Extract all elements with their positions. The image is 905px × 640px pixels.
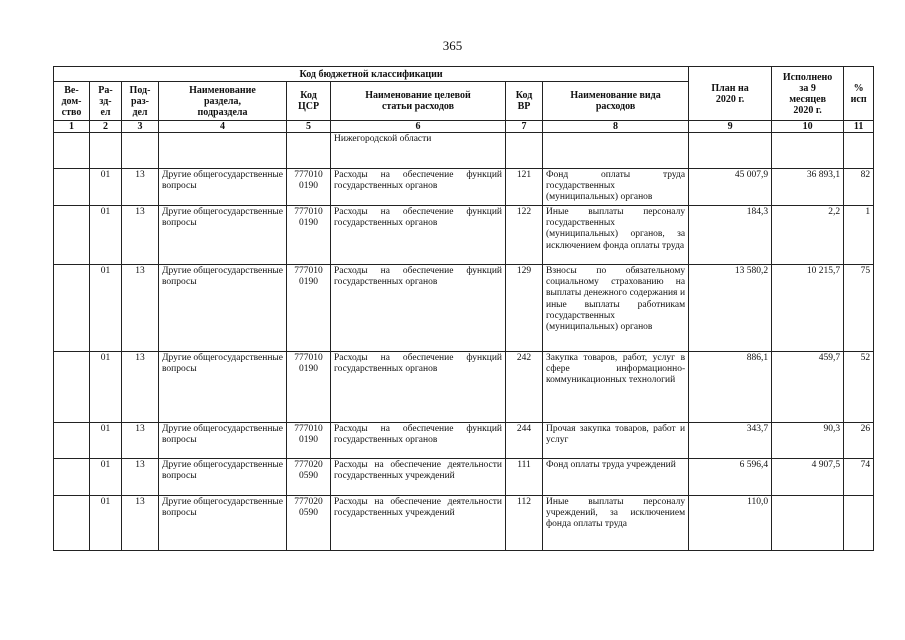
cell-executed: 4 907,5 bbox=[772, 459, 844, 496]
cell-csr: 777020 0590 bbox=[287, 459, 331, 496]
header-vr: Код ВР bbox=[506, 82, 543, 121]
cell-vr: 111 bbox=[506, 459, 543, 496]
column-number: 10 bbox=[772, 121, 844, 133]
column-number: 5 bbox=[287, 121, 331, 133]
cell-razdel: 01 bbox=[90, 169, 122, 206]
cell-vr: 242 bbox=[506, 352, 543, 423]
cell-razdel-name: Другие общегосударственные вопросы bbox=[159, 265, 287, 352]
cell-csr-name: Расходы на обеспечение деятельности государственных учреждений bbox=[331, 459, 506, 496]
header-razdel-name: Наименование раздела, подраздела bbox=[159, 82, 287, 121]
cell-vedomstvo bbox=[54, 169, 90, 206]
cell-csr-name: Расходы на обеспечение функций государственных органов bbox=[331, 265, 506, 352]
header-csr: Код ЦСР bbox=[287, 82, 331, 121]
cell-csr-name: Расходы на обеспечение функций государственных органов bbox=[331, 423, 506, 459]
cell-executed bbox=[772, 496, 844, 551]
cell-vr: 122 bbox=[506, 206, 543, 265]
cell-podrazdel: 13 bbox=[122, 169, 159, 206]
cell-vr-name: Закупка товаров, работ, услуг в сфере информационно-коммуникационных технологий bbox=[543, 352, 689, 423]
cell-executed: 459,7 bbox=[772, 352, 844, 423]
cell-razdel-name bbox=[159, 133, 287, 169]
cell-percent bbox=[844, 496, 874, 551]
cell-csr: 777010 0190 bbox=[287, 206, 331, 265]
column-number: 11 bbox=[844, 121, 874, 133]
cell-razdel-name: Другие общегосударственные вопросы bbox=[159, 352, 287, 423]
cell-podrazdel: 13 bbox=[122, 265, 159, 352]
cell-vr bbox=[506, 133, 543, 169]
column-number: 8 bbox=[543, 121, 689, 133]
header-vedomstvo: Ве- дом- ство bbox=[54, 82, 90, 121]
cell-vr-name: Иные выплаты персоналу государственных (муниципальных) органов, за исключением фонда оплаты труда bbox=[543, 206, 689, 265]
cell-plan: 45 007,9 bbox=[689, 169, 772, 206]
header-executed bbox=[772, 67, 844, 121]
cell-percent bbox=[844, 133, 874, 169]
cell-vedomstvo bbox=[54, 352, 90, 423]
cell-plan: 184,3 bbox=[689, 206, 772, 265]
table-row bbox=[54, 496, 874, 551]
header-csr-name: Наименование целевой статьи расходов bbox=[331, 82, 506, 121]
cell-executed: 2,2 bbox=[772, 206, 844, 265]
cell-razdel: 01 bbox=[90, 352, 122, 423]
table-row bbox=[54, 459, 874, 496]
cell-vedomstvo bbox=[54, 423, 90, 459]
header-percent-text: % исп bbox=[850, 82, 867, 105]
cell-executed: 10 215,7 bbox=[772, 265, 844, 352]
header-razdel: Ра- зд- ел bbox=[90, 82, 122, 121]
header-percent bbox=[844, 67, 874, 121]
cell-razdel-name: Другие общегосударственные вопросы bbox=[159, 496, 287, 551]
cell-podrazdel: 13 bbox=[122, 352, 159, 423]
cell-podrazdel bbox=[122, 133, 159, 169]
cell-vr-name: Иные выплаты персоналу учреждений, за исключением фонда оплаты труда bbox=[543, 496, 689, 551]
cell-razdel: 01 bbox=[90, 496, 122, 551]
column-number: 1 bbox=[54, 121, 90, 133]
cell-csr-name: Расходы на обеспечение функций государственных органов bbox=[331, 206, 506, 265]
cell-plan: 13 580,2 bbox=[689, 265, 772, 352]
cell-vedomstvo bbox=[54, 459, 90, 496]
column-number: 2 bbox=[90, 121, 122, 133]
cell-csr-name: Расходы на обеспечение функций государственных органов bbox=[331, 169, 506, 206]
cell-csr: 777020 0590 bbox=[287, 496, 331, 551]
cell-executed bbox=[772, 133, 844, 169]
cell-plan: 6 596,4 bbox=[689, 459, 772, 496]
header-plan-text: План на 2020 г. bbox=[711, 82, 749, 105]
cell-vr: 244 bbox=[506, 423, 543, 459]
column-number: 4 bbox=[159, 121, 287, 133]
table-row bbox=[54, 133, 874, 169]
page-number: 365 bbox=[442, 38, 463, 53]
cell-csr: 777010 0190 bbox=[287, 169, 331, 206]
cell-percent: 75 bbox=[844, 265, 874, 352]
cell-csr: 777010 0190 bbox=[287, 265, 331, 352]
cell-csr-name: Расходы на обеспечение деятельности государственных учреждений bbox=[331, 496, 506, 551]
budget-table bbox=[53, 66, 874, 551]
cell-csr: 777010 0190 bbox=[287, 423, 331, 459]
table-row bbox=[54, 423, 874, 459]
table-body bbox=[54, 133, 874, 551]
cell-razdel bbox=[90, 133, 122, 169]
cell-plan: 886,1 bbox=[689, 352, 772, 423]
cell-plan bbox=[689, 133, 772, 169]
cell-razdel: 01 bbox=[90, 459, 122, 496]
table-row bbox=[54, 206, 874, 265]
cell-csr: 777010 0190 bbox=[287, 352, 331, 423]
cell-percent: 52 bbox=[844, 352, 874, 423]
cell-vedomstvo bbox=[54, 206, 90, 265]
table-row bbox=[54, 265, 874, 352]
cell-podrazdel: 13 bbox=[122, 496, 159, 551]
header-executed-text: Исполнено за 9 месяцев 2020 г. bbox=[782, 71, 833, 116]
cell-csr-name: Нижегородской области bbox=[331, 133, 506, 169]
cell-podrazdel: 13 bbox=[122, 423, 159, 459]
cell-percent: 82 bbox=[844, 169, 874, 206]
cell-csr-name: Расходы на обеспечение функций государственных органов bbox=[331, 352, 506, 423]
header-vr-name: Наименование вида расходов bbox=[543, 82, 689, 121]
cell-vr: 112 bbox=[506, 496, 543, 551]
cell-vr: 129 bbox=[506, 265, 543, 352]
cell-percent: 74 bbox=[844, 459, 874, 496]
cell-razdel: 01 bbox=[90, 265, 122, 352]
cell-vr-name: Прочая закупка товаров, работ и услуг bbox=[543, 423, 689, 459]
cell-vedomstvo bbox=[54, 265, 90, 352]
cell-executed: 36 893,1 bbox=[772, 169, 844, 206]
cell-vr: 121 bbox=[506, 169, 543, 206]
column-numbers-row bbox=[54, 121, 874, 133]
budget-classification-header: Код бюджетной классификации bbox=[54, 67, 689, 82]
cell-csr bbox=[287, 133, 331, 169]
cell-razdel: 01 bbox=[90, 206, 122, 265]
table-row bbox=[54, 169, 874, 206]
cell-razdel: 01 bbox=[90, 423, 122, 459]
cell-podrazdel: 13 bbox=[122, 206, 159, 265]
cell-razdel-name: Другие общегосударственные вопросы bbox=[159, 169, 287, 206]
cell-vr-name bbox=[543, 133, 689, 169]
cell-plan: 110,0 bbox=[689, 496, 772, 551]
column-number: 9 bbox=[689, 121, 772, 133]
cell-percent: 26 bbox=[844, 423, 874, 459]
column-number: 6 bbox=[331, 121, 506, 133]
cell-razdel-name: Другие общегосударственные вопросы bbox=[159, 423, 287, 459]
cell-podrazdel: 13 bbox=[122, 459, 159, 496]
cell-executed: 90,3 bbox=[772, 423, 844, 459]
cell-vr-name: Фонд оплаты труда государственных (муниципальных) органов bbox=[543, 169, 689, 206]
cell-vedomstvo bbox=[54, 133, 90, 169]
header-plan bbox=[689, 67, 772, 121]
table-row bbox=[54, 352, 874, 423]
cell-vedomstvo bbox=[54, 496, 90, 551]
header-podrazdel: Под- раз- дел bbox=[122, 82, 159, 121]
column-number: 7 bbox=[506, 121, 543, 133]
cell-razdel-name: Другие общегосударственные вопросы bbox=[159, 459, 287, 496]
cell-vr-name: Фонд оплаты труда учреждений bbox=[543, 459, 689, 496]
cell-percent: 1 bbox=[844, 206, 874, 265]
column-number: 3 bbox=[122, 121, 159, 133]
cell-vr-name: Взносы по обязательному социальному страхованию на выплаты денежного содержания и иные выплаты работникам государственных (муниципальных) органов bbox=[543, 265, 689, 352]
cell-plan: 343,7 bbox=[689, 423, 772, 459]
cell-razdel-name: Другие общегосударственные вопросы bbox=[159, 206, 287, 265]
